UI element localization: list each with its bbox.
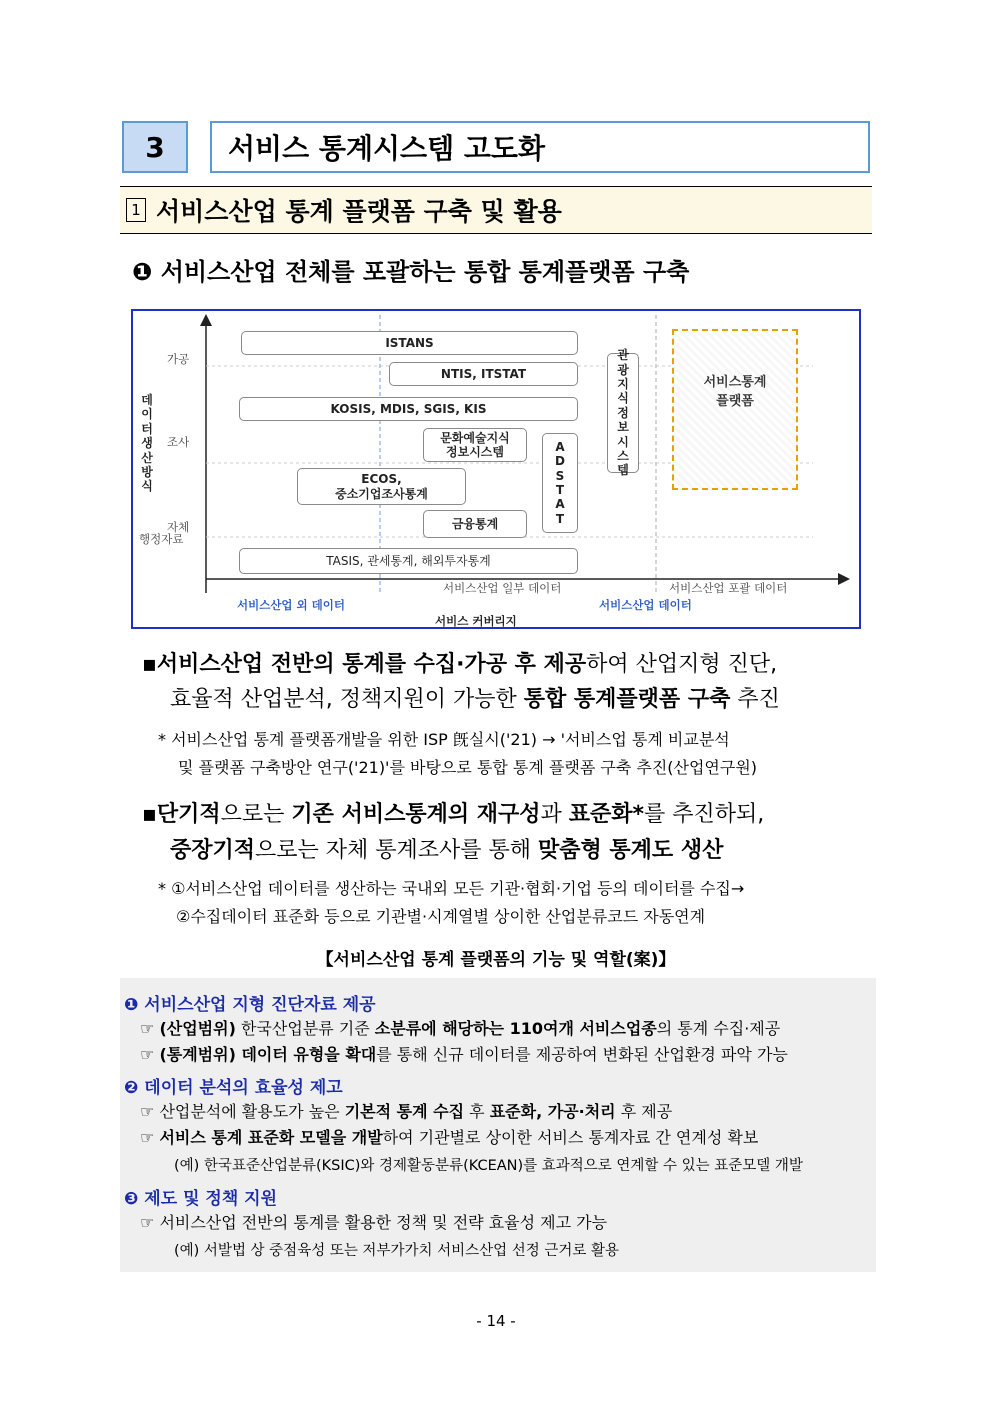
y-level-processing: 가공: [167, 352, 190, 366]
role2-line2-text1: 하여 기관별로 상이한 서비스 통계자료 간 연계성 확보: [382, 1128, 759, 1147]
role1-line2-text1: 를 통해 신규 데이터를 제공하여 변화된 산업환경 파악 가능: [376, 1045, 788, 1064]
para2-line2: [170, 833, 723, 864]
subsection-number: 1: [126, 198, 146, 222]
subsection-bar: [120, 186, 872, 234]
box-ecos: [297, 468, 466, 505]
para1-text3: 추진: [730, 687, 780, 712]
box-ntis: NTIS, ITSTAT: [389, 362, 578, 386]
note1-line2: 및 플랫폼 구축방안 연구('21)'를 바탕으로 통합 통계 플랫폼 구축 추진(산업연구원): [178, 758, 758, 777]
para2-line1: [142, 797, 764, 828]
box-adstat: [542, 433, 578, 533]
para2-text4: 으로는 자체 통계조사를 통해: [255, 838, 539, 863]
role1-line1-text2: 의 통계 수집·제공: [656, 1019, 781, 1038]
para2-bold5: 맞춤형 통계도 생산: [538, 838, 724, 863]
role3-example: (예) 서발법 상 중점육성 또는 저부가가치 서비스산업 선정 근거로 활용: [174, 1243, 619, 1259]
role2-line1-text1: 산업분석에 활용도가 높은: [159, 1102, 345, 1121]
box-finance: 금융통계: [423, 510, 527, 538]
y-level-survey: 조사: [167, 435, 190, 449]
para1-line2: [170, 682, 780, 713]
section-number: 3: [122, 121, 188, 173]
note1-line1: * 서비스산업 통계 플랫폼개발을 위한 ISP 旣실시('21) → '서비스업 통계 비교분석: [158, 730, 730, 749]
box-ecos-line2: 중소기업조사통계: [335, 486, 428, 501]
hand-icon: ☞: [140, 1019, 155, 1038]
para1-bold1: ▪서비스산업 전반의 통계를 수집·가공 후 제공: [142, 652, 587, 677]
x-group-service: 서비스산업 데이터: [599, 598, 692, 612]
box-kosis: KOSIS, MDIS, SGIS, KIS: [239, 397, 578, 421]
table-title: 【서비스산업 통계 플랫폼의 기능 및 역할(案)】: [316, 950, 676, 970]
para2-text2: 과: [540, 802, 569, 827]
role2-heading: ❷ 데이터 분석의 효율성 제고: [124, 1078, 343, 1098]
note2-line2: ②수집데이터 표준화 등으로 기관별·시계열별 상이한 산업분류코드 자동연계: [176, 907, 706, 926]
heading-title: 서비스산업 전체를 포괄하는 통합 통계플랫폼 구축: [160, 258, 690, 286]
para1-text1: 하여 산업지형 진단,: [586, 652, 778, 677]
role1-line2: [140, 1042, 788, 1065]
adstat-label: ADSTAT: [555, 439, 565, 526]
para2-text3: 를 추진하되,: [644, 802, 765, 827]
tourism-label: 관광지식정보시스템: [617, 348, 629, 478]
para1-bold2: 통합 통계플랫폼 구축: [523, 687, 731, 712]
hand-icon: ☞: [140, 1213, 155, 1232]
role3-heading: ❸ 제도 및 정책 지원: [124, 1189, 278, 1209]
section-title: 서비스 통계시스템 고도화: [210, 121, 870, 173]
role1-line2-bold1: (통계범위) 데이터 유형을 확대: [159, 1045, 377, 1064]
role1-heading: ❶ 서비스산업 지형 진단자료 제공: [124, 995, 376, 1015]
role2-line1: [140, 1099, 672, 1122]
x-label-partial: 서비스산업 일부 데이터: [443, 581, 562, 595]
para2-bold4: 중장기적: [170, 838, 256, 863]
role2-example: (예) 한국표준산업분류(KSIC)와 경제활동분류(KCEAN)를 효과적으로 연계할 수 있는 표준모델 개발: [174, 1158, 803, 1174]
para1-line1: [142, 647, 777, 678]
box-culture-line2: 정보시스템: [446, 445, 504, 459]
para1-text2: 효율적 산업분석, 정책지원이 가능한: [170, 687, 524, 712]
x-axis-title: 서비스 커버리지: [435, 614, 517, 628]
platform-box: 서비스통계 플랫폼: [672, 329, 798, 490]
heading: [132, 252, 689, 287]
role2-line2: [140, 1125, 758, 1148]
role2-line1-text3: 후 제공: [615, 1102, 673, 1121]
y-level-admin: 행정자료: [139, 532, 184, 546]
note2-line1: * ①서비스산업 데이터를 생산하는 국내외 모든 기관·협회·기업 등의 데이터를 수집→: [158, 879, 745, 898]
role3-line1-text1: 서비스산업 전반의 통계를 활용한 정책 및 전략 효율성 제고 가능: [159, 1213, 608, 1232]
hand-icon: ☞: [140, 1102, 155, 1121]
box-tourism: [607, 348, 639, 478]
x-group-outside: 서비스산업 외 데이터: [237, 598, 345, 612]
role2-line1-bold1: 기본적 통계 수집: [344, 1102, 465, 1121]
role1-line1: [140, 1016, 780, 1039]
role2-line2-bold1: 서비스 통계 표준화 모델을 개발: [159, 1128, 383, 1147]
role2-line1-text2: 후: [464, 1102, 490, 1121]
box-tasis: TASIS, 관세통계, 해외투자통계: [239, 548, 578, 574]
box-istans: ISTANS: [241, 331, 578, 355]
box-culture: [423, 428, 527, 462]
role1-line1-text1: 한국산업분류 기준: [235, 1019, 375, 1038]
x-label-full: 서비스산업 포괄 데이터: [669, 581, 788, 595]
heading-bullet-icon: ❶: [132, 258, 153, 286]
box-culture-line1: 문화예술지식: [440, 430, 510, 445]
page-number: - 14 -: [476, 1312, 516, 1330]
role2-line1-bold2: 표준화, 가공·처리: [489, 1102, 616, 1121]
role1-line1-bold2: 소분류에 해당하는 110여개 서비스업종: [374, 1019, 657, 1038]
role3-line1: [140, 1210, 607, 1233]
para2-text1: 으로는: [220, 802, 292, 827]
para2-bold3: 표준화*: [568, 802, 645, 827]
subsection-title: 서비스산업 통계 플랫폼 구축 및 활용: [156, 197, 562, 226]
hand-icon: ☞: [140, 1128, 155, 1147]
role1-line1-bold1: (산업범위): [159, 1019, 236, 1038]
y-level-own: 자체: [167, 520, 190, 534]
para2-bold1: ▪단기적: [142, 802, 221, 827]
hand-icon: ☞: [140, 1045, 155, 1064]
para2-bold2: 기존 서비스통계의 재구성: [291, 802, 541, 827]
y-axis-title: 데이터생산방식: [141, 393, 153, 494]
box-ecos-line1: ECOS,: [361, 472, 402, 487]
platform-diagram: [131, 309, 861, 629]
